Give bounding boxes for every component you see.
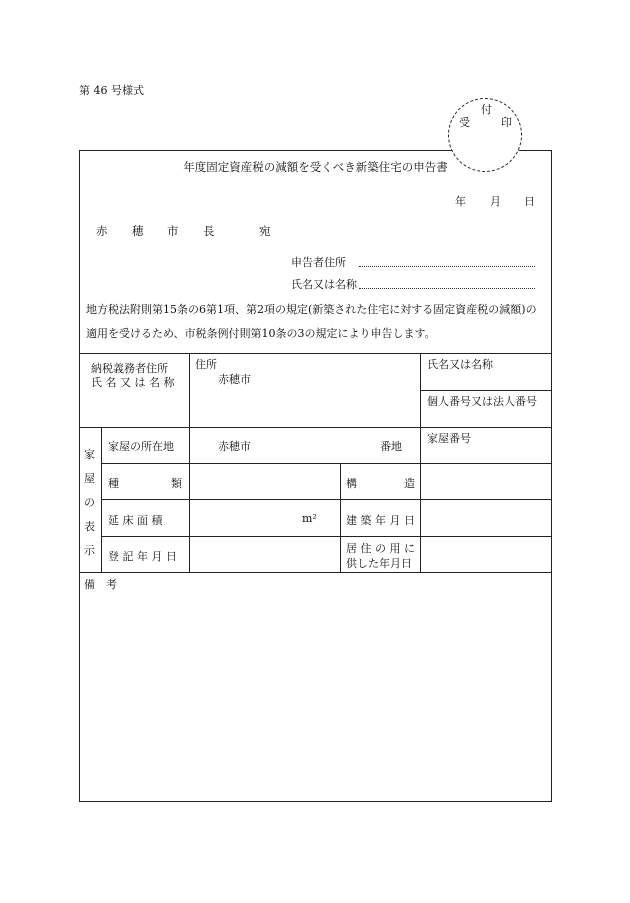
addressee-char-3: 市 [167,224,179,238]
taxpayer-address-label: 住所 [195,358,217,371]
document-title: 年度固定資産税の減額を受くべき新築住宅の申告書 [183,160,448,174]
location-label: 家屋の所在地 [108,440,174,453]
location-city[interactable]: 赤穂市 [218,440,251,453]
applicant-name-label: 氏名又は名称 [291,278,357,291]
taxpayer-label-line2: 氏 名 又 は 名 称 [91,376,175,389]
house-section-char-2: 屋 [84,472,95,485]
applicant-address-label: 申告者住所 [291,256,346,269]
date-month: 月 [490,195,501,208]
row-line-2 [101,499,552,500]
house-section-char-4: 表 [84,520,95,533]
form-number: 第 46 号様式 [79,84,144,97]
addressee-char-5: 宛 [259,224,271,238]
taxpayer-id-label: 個人番号又は法人番号 [427,395,537,408]
type-label-char-2: 類 [171,477,182,490]
residence-date-label-line2: 供した年月日 [346,557,412,570]
floor-area-label: 延 床 面 積 [108,514,163,527]
addressee-char-2: 穂 [132,224,144,238]
table-top-line [79,353,552,354]
declaration-text: 地方税法附則第15条の6第1項、第2項の規定(新築された住宅に対する固定資産税の減額)の適用を受けるため、市税条例付則第10条の3の規定により申告します。 [86,303,537,340]
applicant-address-field[interactable] [359,266,535,267]
house-label-col-line [189,427,190,572]
taxpayer-split-line [420,390,552,391]
structure-label-char-1: 構 [346,477,357,490]
stamp-char-3: 印 [501,116,512,129]
residence-date-label-line1: 居 住 の 用 に [346,542,415,555]
house-section-char-1: 家 [84,448,95,461]
structure-label-char-2: 造 [404,477,415,490]
house-right-col-line [420,463,421,572]
house-mid-col-line [340,463,341,572]
taxpayer-address-city[interactable]: 赤穂市 [218,373,251,386]
remarks-label: 備 考 [84,578,117,591]
house-top-line [79,427,552,428]
stamp-char-1: 付 [481,103,492,116]
registered-date-label: 登 記 年 月 日 [108,550,177,563]
remarks-area[interactable] [80,592,551,800]
type-label-char-1: 種 [108,477,119,490]
house-section-char-3: の [84,496,95,509]
applicant-name-field[interactable] [359,288,535,289]
taxpayer-label-line1: 納税義務者住所 [91,362,168,375]
row-line-3 [101,536,552,537]
row-line-1 [101,463,552,464]
house-section-line [101,427,102,572]
taxpayer-name-label: 氏名又は名称 [427,358,493,371]
addressee-char-1: 赤 [96,224,108,238]
date-day: 日 [524,195,535,208]
stamp-char-2: 受 [459,116,470,129]
house-number-label: 家屋番号 [427,432,471,445]
taxpayer-col-line [189,353,190,427]
remarks-top-line [79,572,552,573]
built-date-label: 建 築 年 月 日 [346,514,415,527]
floor-area-unit: m² [302,512,317,525]
date-year: 年 [455,195,466,208]
addressee-char-4: 長 [203,224,215,238]
location-suffix: 番地 [380,440,402,453]
right-col-line-top [420,353,421,463]
house-section-char-5: 示 [84,544,95,557]
